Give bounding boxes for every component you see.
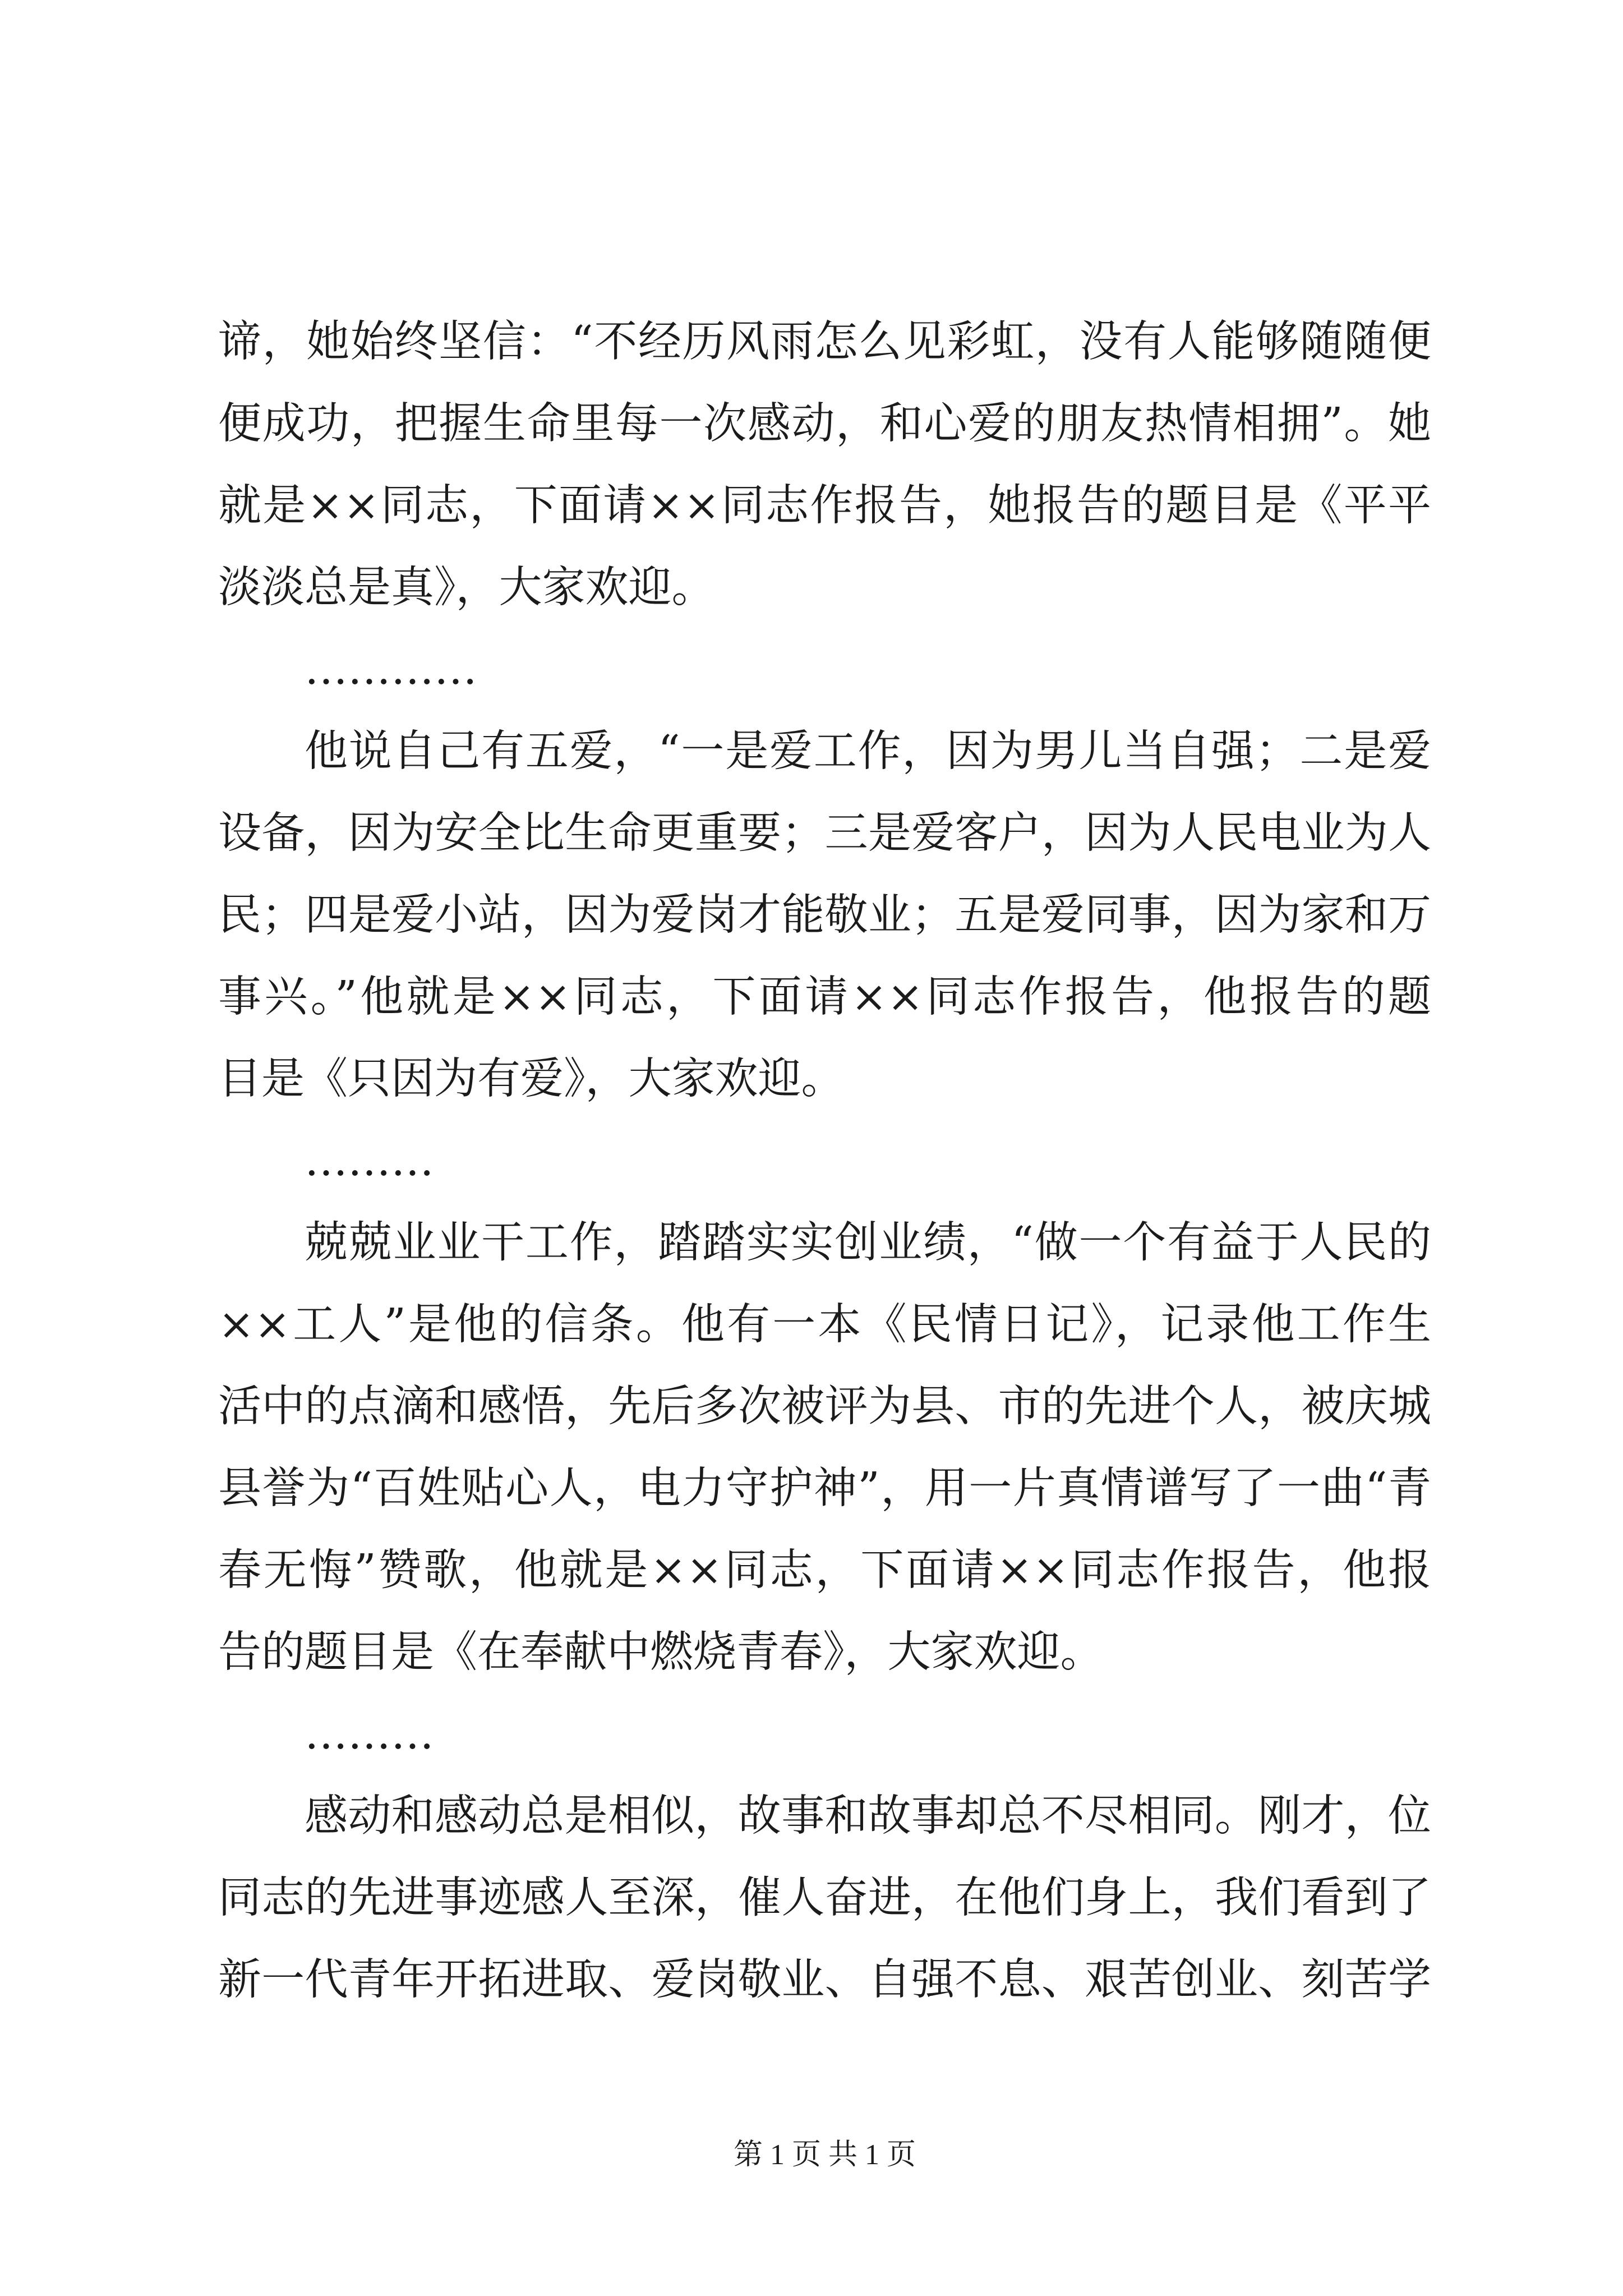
text-line: 县誉为“百姓贴心人，电力守护神”，用一片真情谱写了一曲“青 <box>218 1464 1431 1513</box>
text-line: 设备，因为安全比生命更重要；三是爱客户，因为人民电业为人 <box>218 808 1431 858</box>
text-line: 告的题目是《在奉献中燃烧青春》，大家欢迎。 <box>218 1627 1104 1677</box>
text-line: 兢兢业业干工作，踏踏实实创业绩，“做一个有益于人民的 <box>305 1218 1431 1268</box>
document-body <box>218 301 1431 2021</box>
text-line: 春无悔”赞歌，他就是××同志，下面请××同志作报告，他报 <box>218 1545 1431 1595</box>
paragraph <box>218 1202 1431 1694</box>
text-line: ××工人”是他的信条。他有一本《民情日记》，记录他工作生 <box>218 1300 1431 1350</box>
text-line: 感动和感动总是相似，故事和故事却总不尽相同。刚才，位 <box>305 1791 1431 1841</box>
text-line: 事兴。”他就是××同志，下面请××同志作报告，他报告的题 <box>218 972 1431 1022</box>
paragraph <box>218 711 1431 1120</box>
text-line: 便成功，把握生命里每一次感动，和心爱的朋友热情相拥”。她 <box>218 399 1431 449</box>
text-line: 同志的先进事迹感人至深，催人奋进，在他们身上，我们看到了 <box>218 1873 1431 1923</box>
ellipsis-separator: ……… <box>305 1136 434 1186</box>
paragraph <box>218 301 1431 629</box>
text-line: 活中的点滴和感悟，先后多次被评为县、市的先进个人，被庆城 <box>218 1382 1431 1432</box>
text-line: 新一代青年开拓进取、爱岗敬业、自强不息、艰苦创业、刻苦学 <box>218 1955 1431 2005</box>
ellipsis-separator: ……… <box>305 1709 434 1759</box>
text-line: 民；四是爱小站，因为爱岗才能敬业；五是爱同事，因为家和万 <box>218 890 1431 940</box>
ellipsis-separator: ………… <box>305 645 477 694</box>
page-number-label: 第 1 页 共 1 页 <box>733 2139 916 2171</box>
paragraph <box>218 1775 1431 2021</box>
page-footer <box>218 2137 1431 2173</box>
text-line: 就是××同志，下面请××同志作报告，她报告的题目是《平平 <box>218 481 1431 531</box>
text-line: 淡淡总是真》，大家欢迎。 <box>218 563 715 613</box>
text-line: 他说自己有五爱，“一是爱工作，因为男儿当自强；二是爱 <box>305 726 1431 776</box>
text-line: 谛，她始终坚信：“不经历风雨怎么见彩虹，没有人能够随随便 <box>218 317 1431 367</box>
text-line: 目是《只因为有爱》，大家欢迎。 <box>218 1054 845 1104</box>
